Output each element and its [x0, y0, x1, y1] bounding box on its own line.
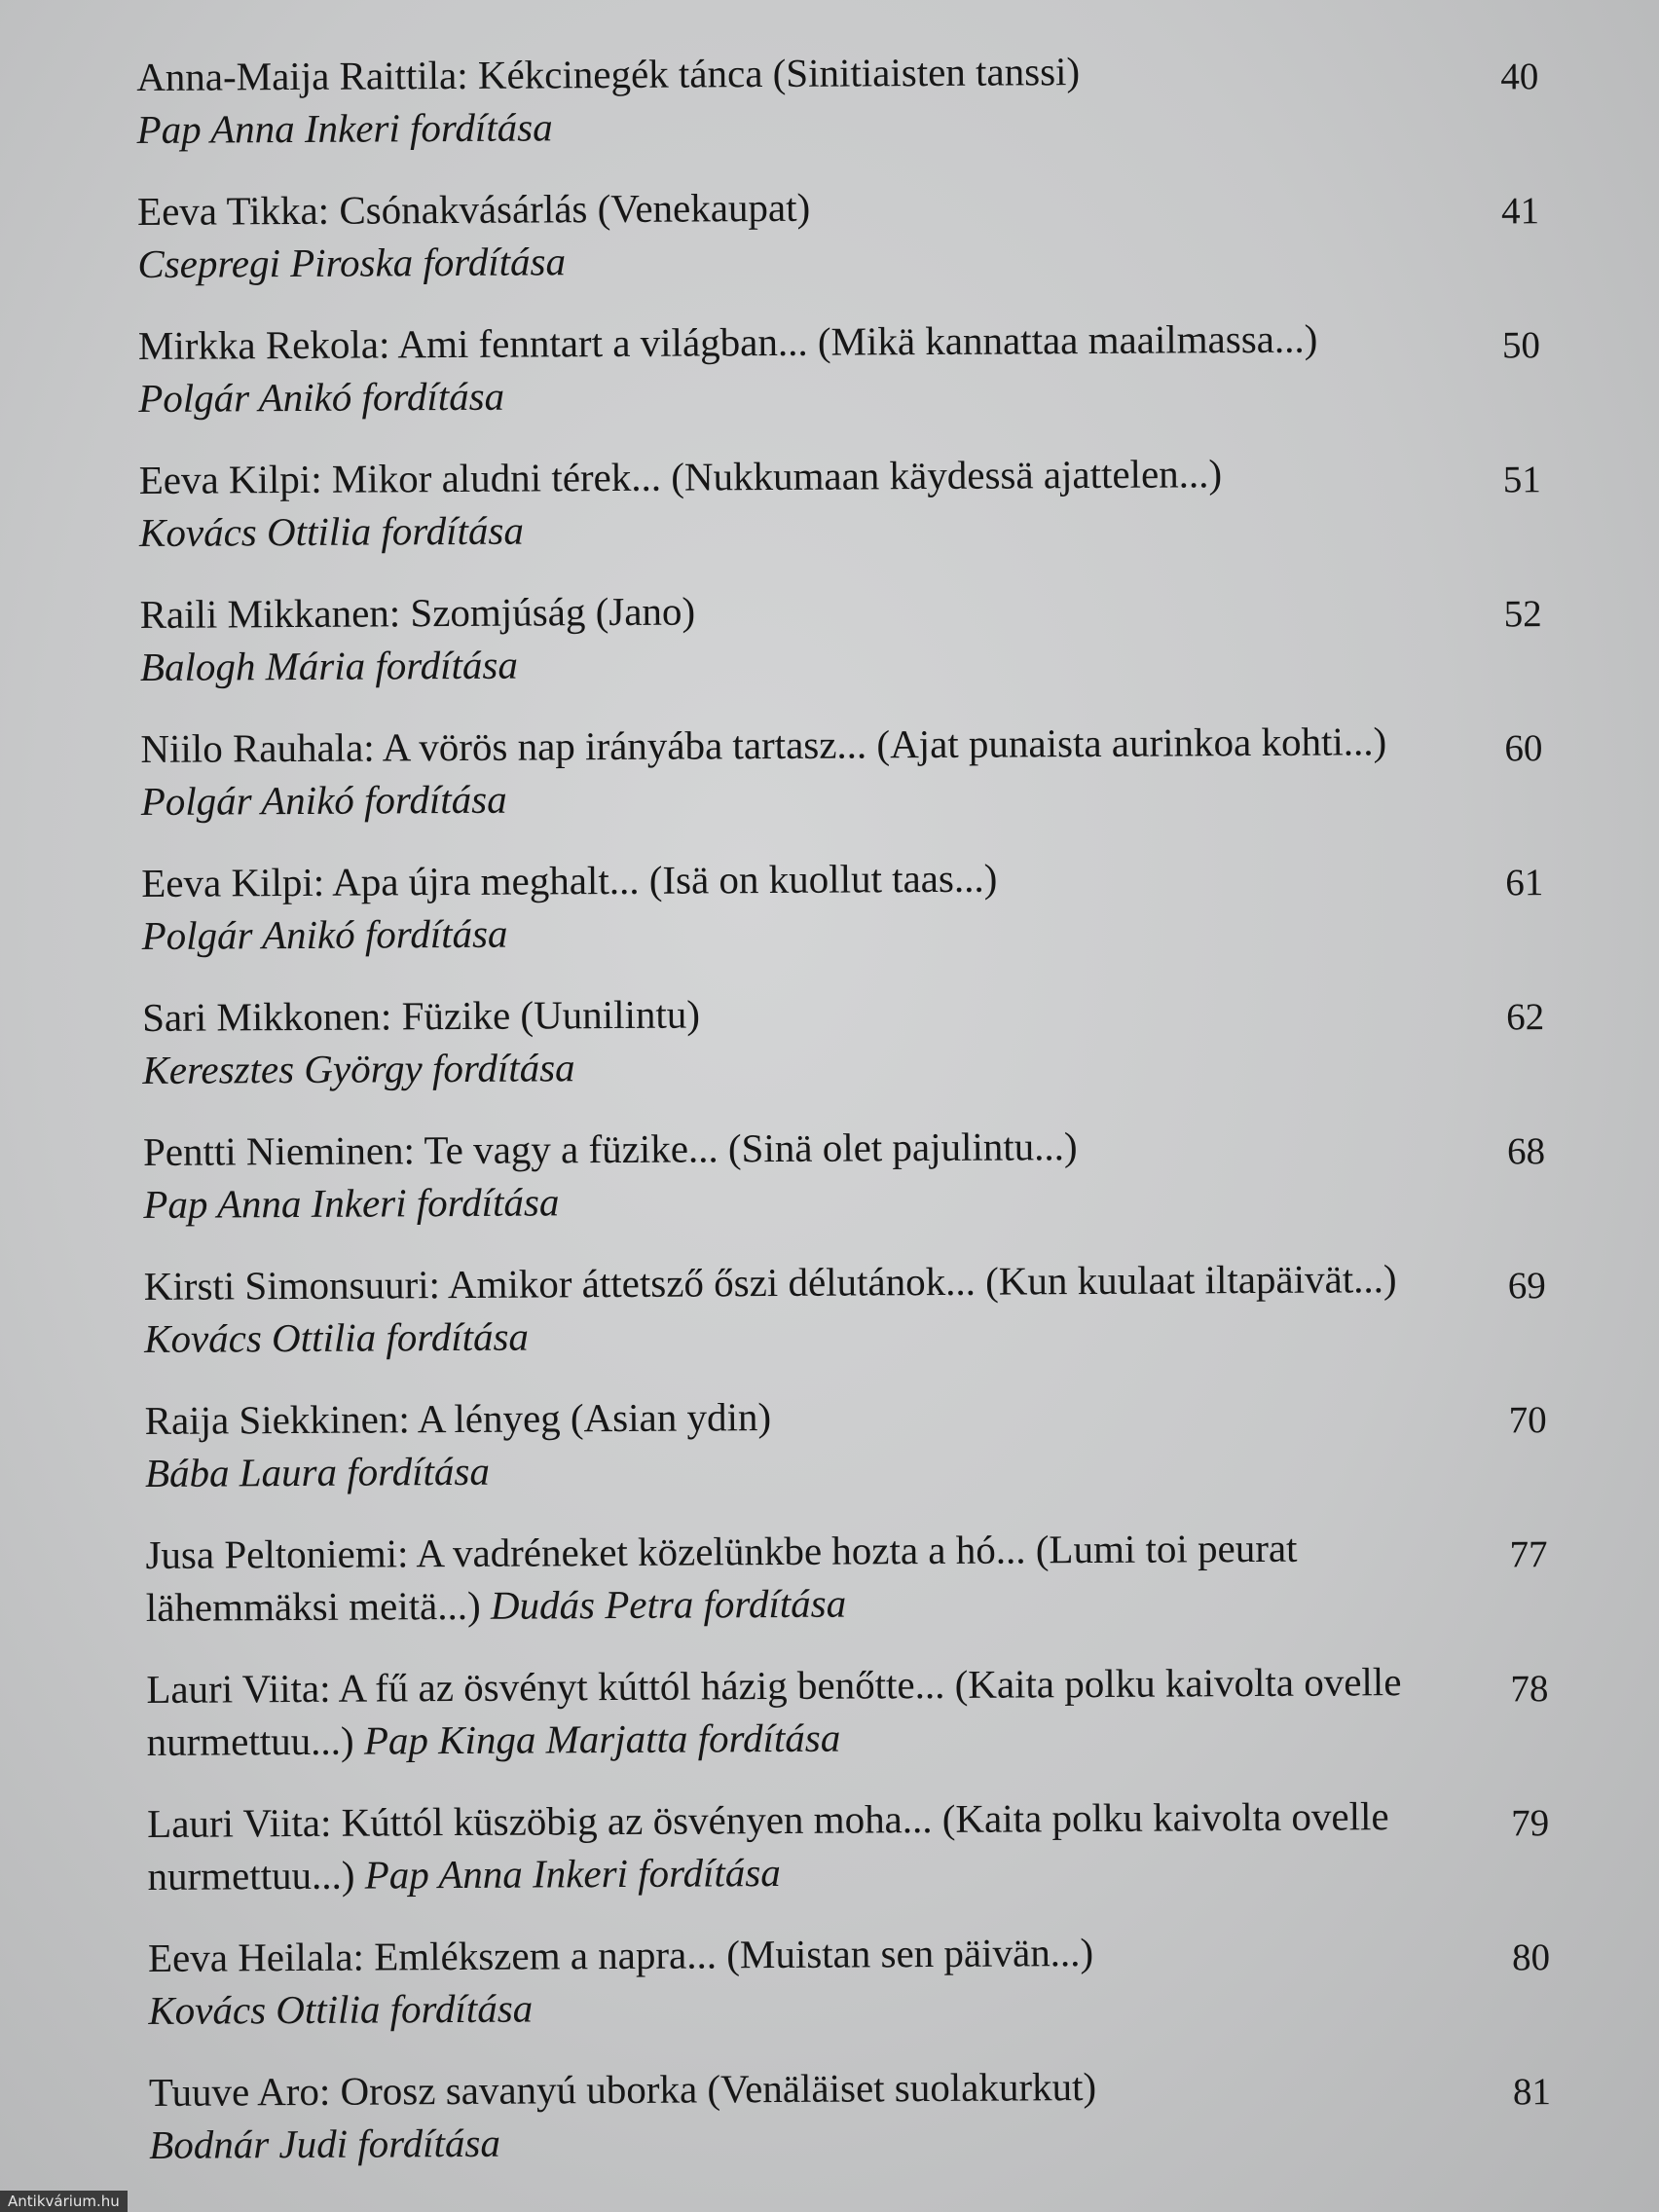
- page-number: 60: [1504, 727, 1543, 770]
- page-number: 78: [1510, 1668, 1549, 1711]
- page-number: 69: [1507, 1265, 1546, 1308]
- entry-title: Tuuve Aro: Orosz savanyú uborka (Venäläiset suolakurkut): [148, 2064, 1097, 2115]
- entry-title: Eeva Kilpi: Apa újra meghalt... (Isä on kuollut taas...): [141, 855, 998, 905]
- page-number: 40: [1500, 55, 1539, 98]
- page-number: 70: [1508, 1399, 1547, 1442]
- entry-title: Raili Mikkanen: Szomjúság (Jano): [139, 588, 696, 637]
- entry-title: Eeva Heilala: Emlékszem a napra... (Muistan sen päivän...): [147, 1930, 1094, 1980]
- entry-text: [139, 434, 1445, 559]
- entry-translator: Csepregi Piroska fordítása: [137, 239, 567, 286]
- toc-entry: [137, 165, 1540, 308]
- entry-translator: Polgár Anikó fordítása: [141, 910, 508, 958]
- watermark: Antikvárium.hu: [0, 2191, 128, 2212]
- toc-entry: [145, 1508, 1548, 1651]
- entry-translator: Pap Anna Inkeri fordítása: [136, 104, 553, 152]
- entry-translator: Kovács Ottilia fordítása: [138, 507, 525, 555]
- page-number: 52: [1503, 593, 1542, 636]
- entry-translator: Balogh Mária fordítása: [139, 642, 519, 689]
- entry-translator: Bodnár Judi fordítása: [149, 2120, 501, 2167]
- entry-text: [138, 300, 1444, 424]
- entry-title: Niilo Rauhala: A vörös nap irányába tartasz... (Ajat punaista aurinkoa kohti...): [140, 719, 1387, 771]
- page-number: 41: [1500, 190, 1540, 233]
- toc-entry: [144, 1374, 1547, 1517]
- page-number: 81: [1512, 2071, 1552, 2114]
- entry-title: Anna-Maija Raittila: Kékcinegék tánca (Sinitiaisten tanssi): [136, 49, 1081, 99]
- page-number: 79: [1511, 1802, 1550, 1845]
- toc-entry: [139, 568, 1542, 711]
- entry-title: Pentti Nieminen: Te vagy a füzike... (Sinä olet pajulintu...): [142, 1124, 1078, 1174]
- entry-text: [147, 1778, 1453, 1902]
- toc-entry: [142, 971, 1545, 1114]
- toc-entry: [146, 1642, 1549, 1786]
- entry-text: [141, 837, 1447, 962]
- entry-translator: Kovács Ottilia fordítása: [148, 1985, 534, 2033]
- toc-entry: [139, 433, 1542, 576]
- page-number: 61: [1505, 862, 1544, 904]
- entry-text: [144, 1240, 1450, 1365]
- toc-entry: [143, 1105, 1546, 1248]
- entry-translator: Polgár Anikó fordítása: [140, 776, 507, 824]
- entry-title: Raija Siekkinen: A lényeg (Asian ydin): [144, 1394, 772, 1443]
- entry-text: [137, 166, 1443, 290]
- toc-entry: [148, 1911, 1551, 2054]
- table-of-contents: [136, 30, 1551, 2189]
- toc-entry: [138, 299, 1541, 442]
- page-number: 51: [1502, 459, 1541, 501]
- entry-translator: Dudás Petra fordítása: [490, 1580, 847, 1628]
- toc-entry: [147, 1777, 1550, 1920]
- entry-text: [148, 1912, 1454, 2037]
- entry-text: [140, 703, 1446, 828]
- toc-entry: [144, 1239, 1547, 1382]
- entry-title: Sari Mikkonen: Füzike (Uunilintu): [141, 991, 701, 1040]
- entry-translator: Polgár Anikó fordítása: [138, 373, 505, 421]
- entry-text: [136, 31, 1442, 156]
- entry-translator: Bába Laura fordítása: [144, 1448, 491, 1495]
- entry-translator: Pap Anna Inkeri fordítása: [364, 1849, 781, 1898]
- toc-entry: [141, 836, 1544, 979]
- page-number: 77: [1509, 1533, 1548, 1576]
- page-number: 68: [1506, 1130, 1546, 1173]
- entry-text: [144, 1375, 1450, 1499]
- page-number: 62: [1506, 996, 1545, 1039]
- entry-text: [145, 1509, 1451, 1634]
- entry-title: Eeva Tikka: Csónakvásárlás (Venekaupat): [136, 184, 811, 234]
- entry-translator: Keresztes György fordítása: [142, 1045, 575, 1092]
- toc-entry: [136, 30, 1539, 173]
- toc-entry: [140, 702, 1543, 845]
- entry-text: [142, 972, 1448, 1096]
- entry-title: Mirkka Rekola: Ami fenntart a világban... (Mikä kannattaa maailmassa...): [137, 315, 1318, 368]
- entry-text: [139, 569, 1445, 693]
- entry-title: Jusa Peltoniemi: A vadréneket közelünkbe hozta a hó... (Lumi toi peurat lähemmäksi meitä...): [145, 1525, 1298, 1630]
- entry-translator: Pap Anna Inkeri fordítása: [143, 1179, 560, 1227]
- entry-text: [146, 1643, 1452, 1768]
- entry-translator: Pap Kinga Marjatta fordítása: [363, 1714, 841, 1763]
- entry-translator: Kovács Ottilia fordítása: [144, 1313, 530, 1361]
- entry-title: Lauri Viita: A fű az ösvényt kúttól házig benőtte... (Kaita polku kaivolta ovelle nurmettuu...): [146, 1659, 1402, 1764]
- page-number: 50: [1501, 324, 1541, 367]
- entry-text: [149, 2046, 1455, 2171]
- entry-text: [143, 1106, 1449, 1231]
- page-number: 80: [1511, 1936, 1551, 1979]
- entry-title: Kirsti Simonsuuri: Amikor áttetsző őszi délutánok... (Kun kuulaat iltapäivät...): [143, 1256, 1397, 1309]
- toc-entry: [149, 2046, 1552, 2189]
- entry-title: Eeva Kilpi: Mikor aludni térek... (Nukkumaan käydessä ajattelen...): [138, 451, 1223, 502]
- entry-title: Lauri Viita: Kúttól küszöbig az ösvényen moha... (Kaita polku kaivolta ovelle nurmettuu...): [147, 1793, 1389, 1899]
